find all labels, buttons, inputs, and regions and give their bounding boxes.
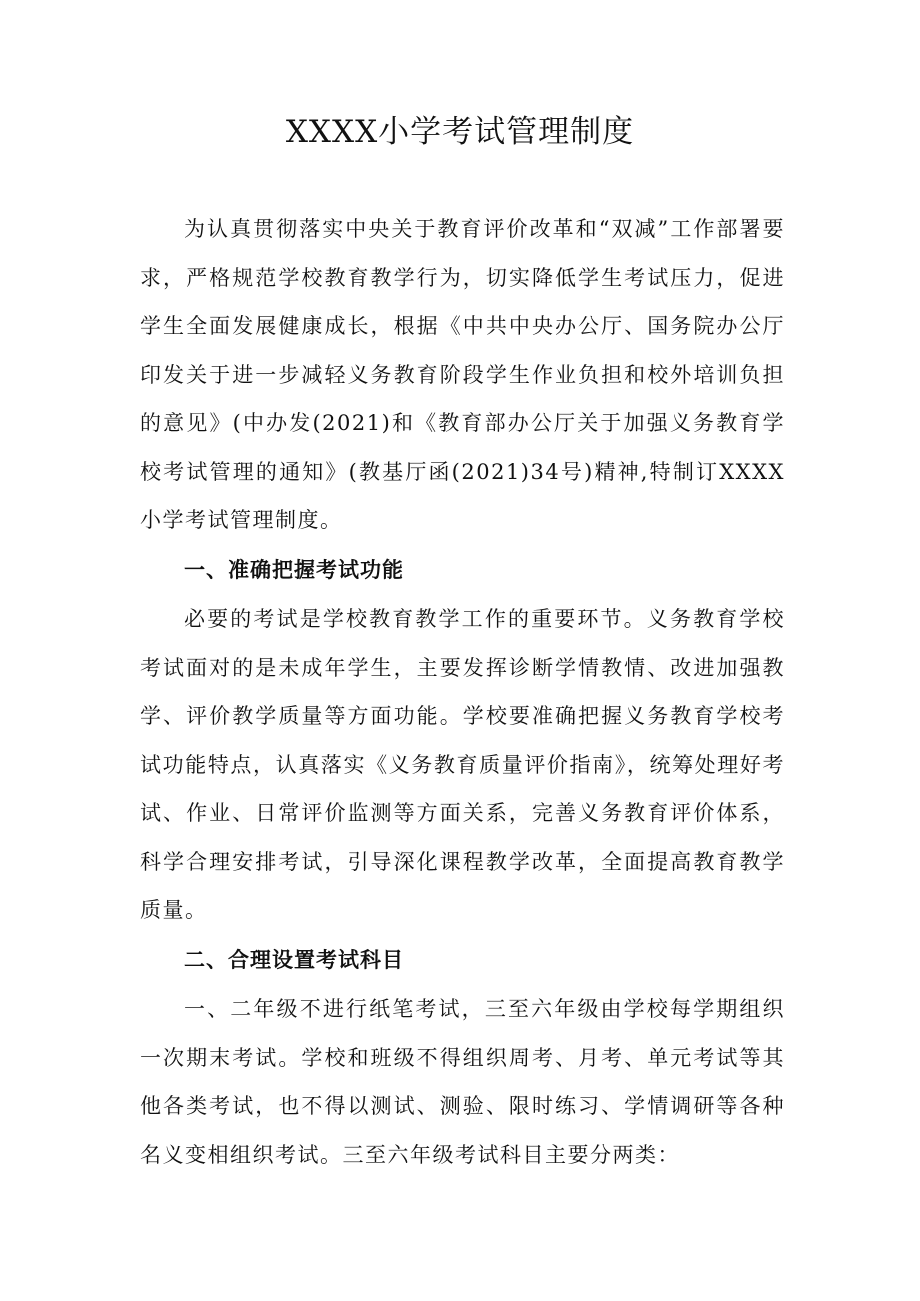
document-body — [140, 205, 785, 1179]
section-1-paragraph: 必要的考试是学校教育教学工作的重要环节。义务教育学校考试面对的是未成年学生，主要发挥诊断学情教情、改进加强教学、评价教学质量等方面功能。学校要准确把握义务教育学校考试功能特点，认真落实《义务教育质量评价指南》，统筹处理好考试、作业、日常评价监测等方面关系，完善义务教育评价体系，科学合理安排考试，引导深化课程教学改革，全面提高教育教学质量。 — [140, 607, 785, 922]
section-heading-1: 一、准确把握考试功能 — [184, 557, 404, 582]
document-title: XXXX小学考试管理制度 — [285, 114, 635, 150]
section-2-paragraph: 一、二年级不进行纸笔考试，三至六年级由学校每学期组织一次期末考试。学校和班级不得组织周考、月考、单元考试等其他各类考试，也不得以测试、测验、限时练习、学情调研等各种名义变相组织考试。三至六年级考试科目主要分两类： — [140, 997, 785, 1167]
intro-paragraph: 为认真贯彻落实中央关于教育评价改革和“双减”工作部署要求，严格规范学校教育教学行为，切实降低学生考试压力，促进学生全面发展健康成长，根据《中共中央办公厅、国务院办公厅印发关于进一步减轻义务教育阶段学生作业负担和校外培训负担的意见》(中办发(2021)和《教育部办公厅关于加强义务教育学校考试管理的通知》(教基厅函(2021)34号)精神,特制订XXXX小学考试管理制度。 — [140, 217, 785, 532]
section-heading-2: 二、合理设置考试科目 — [184, 947, 404, 972]
